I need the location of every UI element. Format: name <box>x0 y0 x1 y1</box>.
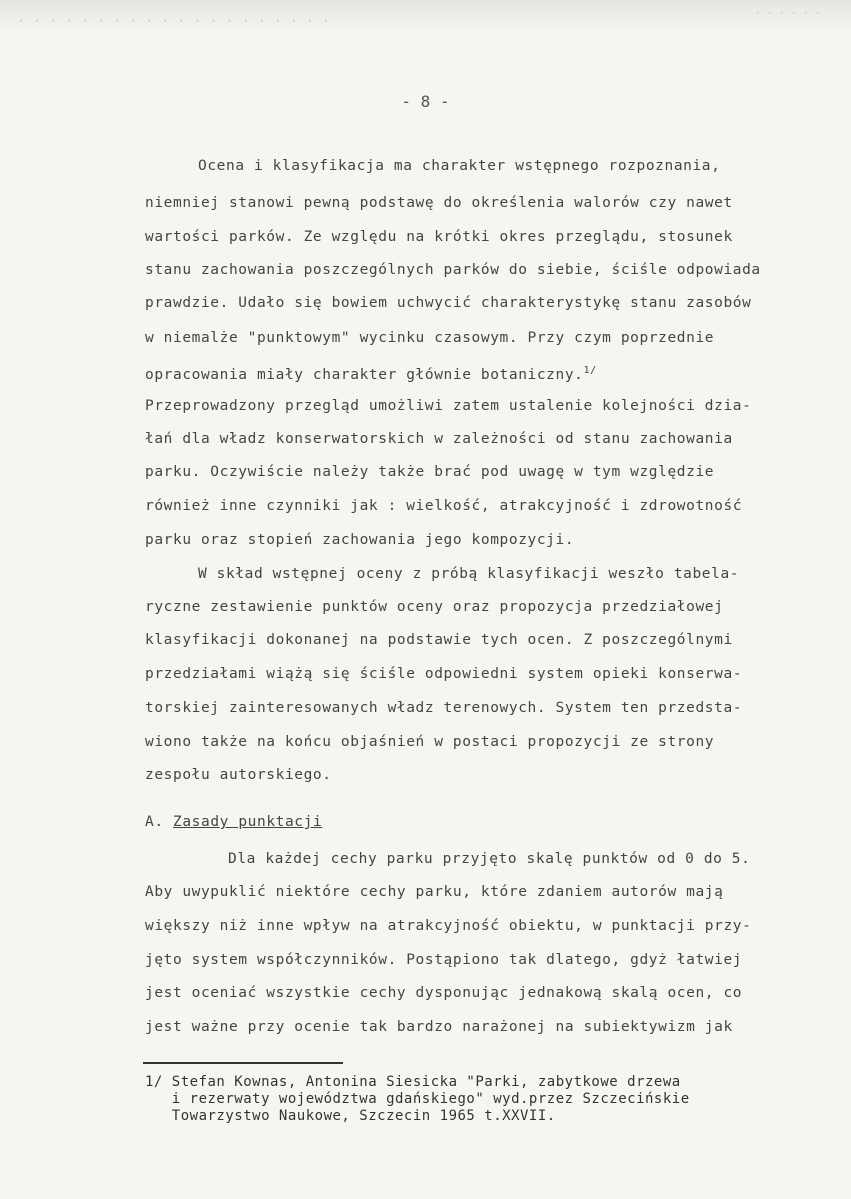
body-line: również inne czynniki jak : wielkość, atrakcyjność i zdrowotność <box>145 498 743 514</box>
footnote-reference: 1/ <box>583 365 597 376</box>
body-line: łań dla władz konserwatorskich w zależności od stanu zachowania <box>145 431 733 447</box>
footnote-line: Towarzystwo Naukowe, Szczecin 1965 t.XXVII. <box>145 1108 556 1124</box>
body-line: prawdzie. Udało się bowiem uchwycić charakterystykę stanu zasobów <box>145 295 752 311</box>
body-line <box>145 362 597 384</box>
section-title: Zasady punktacji <box>173 814 323 830</box>
body-line: parku. Oczywiście należy także brać pod uwagę w tym względzie <box>145 464 715 480</box>
body-line: Ocena i klasyfikacja ma charakter wstępnego rozpoznania, <box>198 158 721 174</box>
section-line: jest ważne przy ocenie tak bardzo narażonej na subiektywizm jak <box>145 1019 733 1035</box>
header-smudge-right: · · · · · · <box>754 8 821 19</box>
body-line: ryczne zestawienie punktów oceny oraz propozycja przedziałowej <box>145 599 724 615</box>
section-line: jest oceniać wszystkie cechy dysponując jednakową skalą ocen, co <box>145 985 743 1001</box>
body-line: wartości parków. Ze względu na krótki okres przeglądu, stosunek <box>145 229 733 245</box>
section-line: Aby uwypuklić niektóre cechy parku, które zdaniem autorów mają <box>145 884 724 900</box>
page-number: - 8 - <box>401 92 450 111</box>
body-line: klasyfikacji dokonanej na podstawie tych ocen. Z poszczególnymi <box>145 632 733 648</box>
footnote-line: i rezerwaty województwa gdańskiego" wyd.przez Szczecińskie <box>145 1091 690 1107</box>
body-line: w niemalże "punktowym" wycinku czasowym. Przy czym poprzednie <box>145 330 715 346</box>
footnote-divider <box>143 1062 343 1064</box>
header-smudge-left: · · · · · · · · · · · · · · · · · · · · <box>18 16 331 27</box>
section-prefix: A. <box>145 814 164 830</box>
body-line-text: opracowania miały charakter głównie botaniczny. <box>145 366 584 383</box>
body-line: Przeprowadzony przegląd umożliwi zatem ustalenie kolejności dzia- <box>145 398 752 414</box>
body-line: W skład wstępnej oceny z próbą klasyfikacji weszło tabela- <box>198 566 740 582</box>
body-line: zespołu autorskiego. <box>145 767 332 783</box>
body-line: torskiej zainteresowanych władz terenowych. System ten przedsta- <box>145 700 743 716</box>
section-line: Dla każdej cechy parku przyjęto skalę punktów od 0 do 5. <box>228 851 751 867</box>
section-heading <box>145 813 322 831</box>
body-line: niemniej stanowi pewną podstawę do określenia walorów czy nawet <box>145 195 733 211</box>
body-line: przedziałami wiążą się ściśle odpowiedni system opieki konserwa- <box>145 666 743 682</box>
body-line: wiono także na końcu objaśnień w postaci propozycji ze strony <box>145 734 715 750</box>
body-line: stanu zachowania poszczególnych parków do siebie, ściśle odpowiada <box>145 262 761 278</box>
footnote-line: 1/ Stefan Kownas, Antonina Siesicka "Parki, zabytkowe drzewa <box>145 1074 681 1090</box>
body-line: parku oraz stopień zachowania jego kompozycji. <box>145 532 575 548</box>
section-line: większy niż inne wpływ na atrakcyjność obiektu, w punktacji przy- <box>145 918 752 934</box>
section-line: jęto system współczynników. Postąpiono tak dlatego, gdyż łatwiej <box>145 952 743 968</box>
